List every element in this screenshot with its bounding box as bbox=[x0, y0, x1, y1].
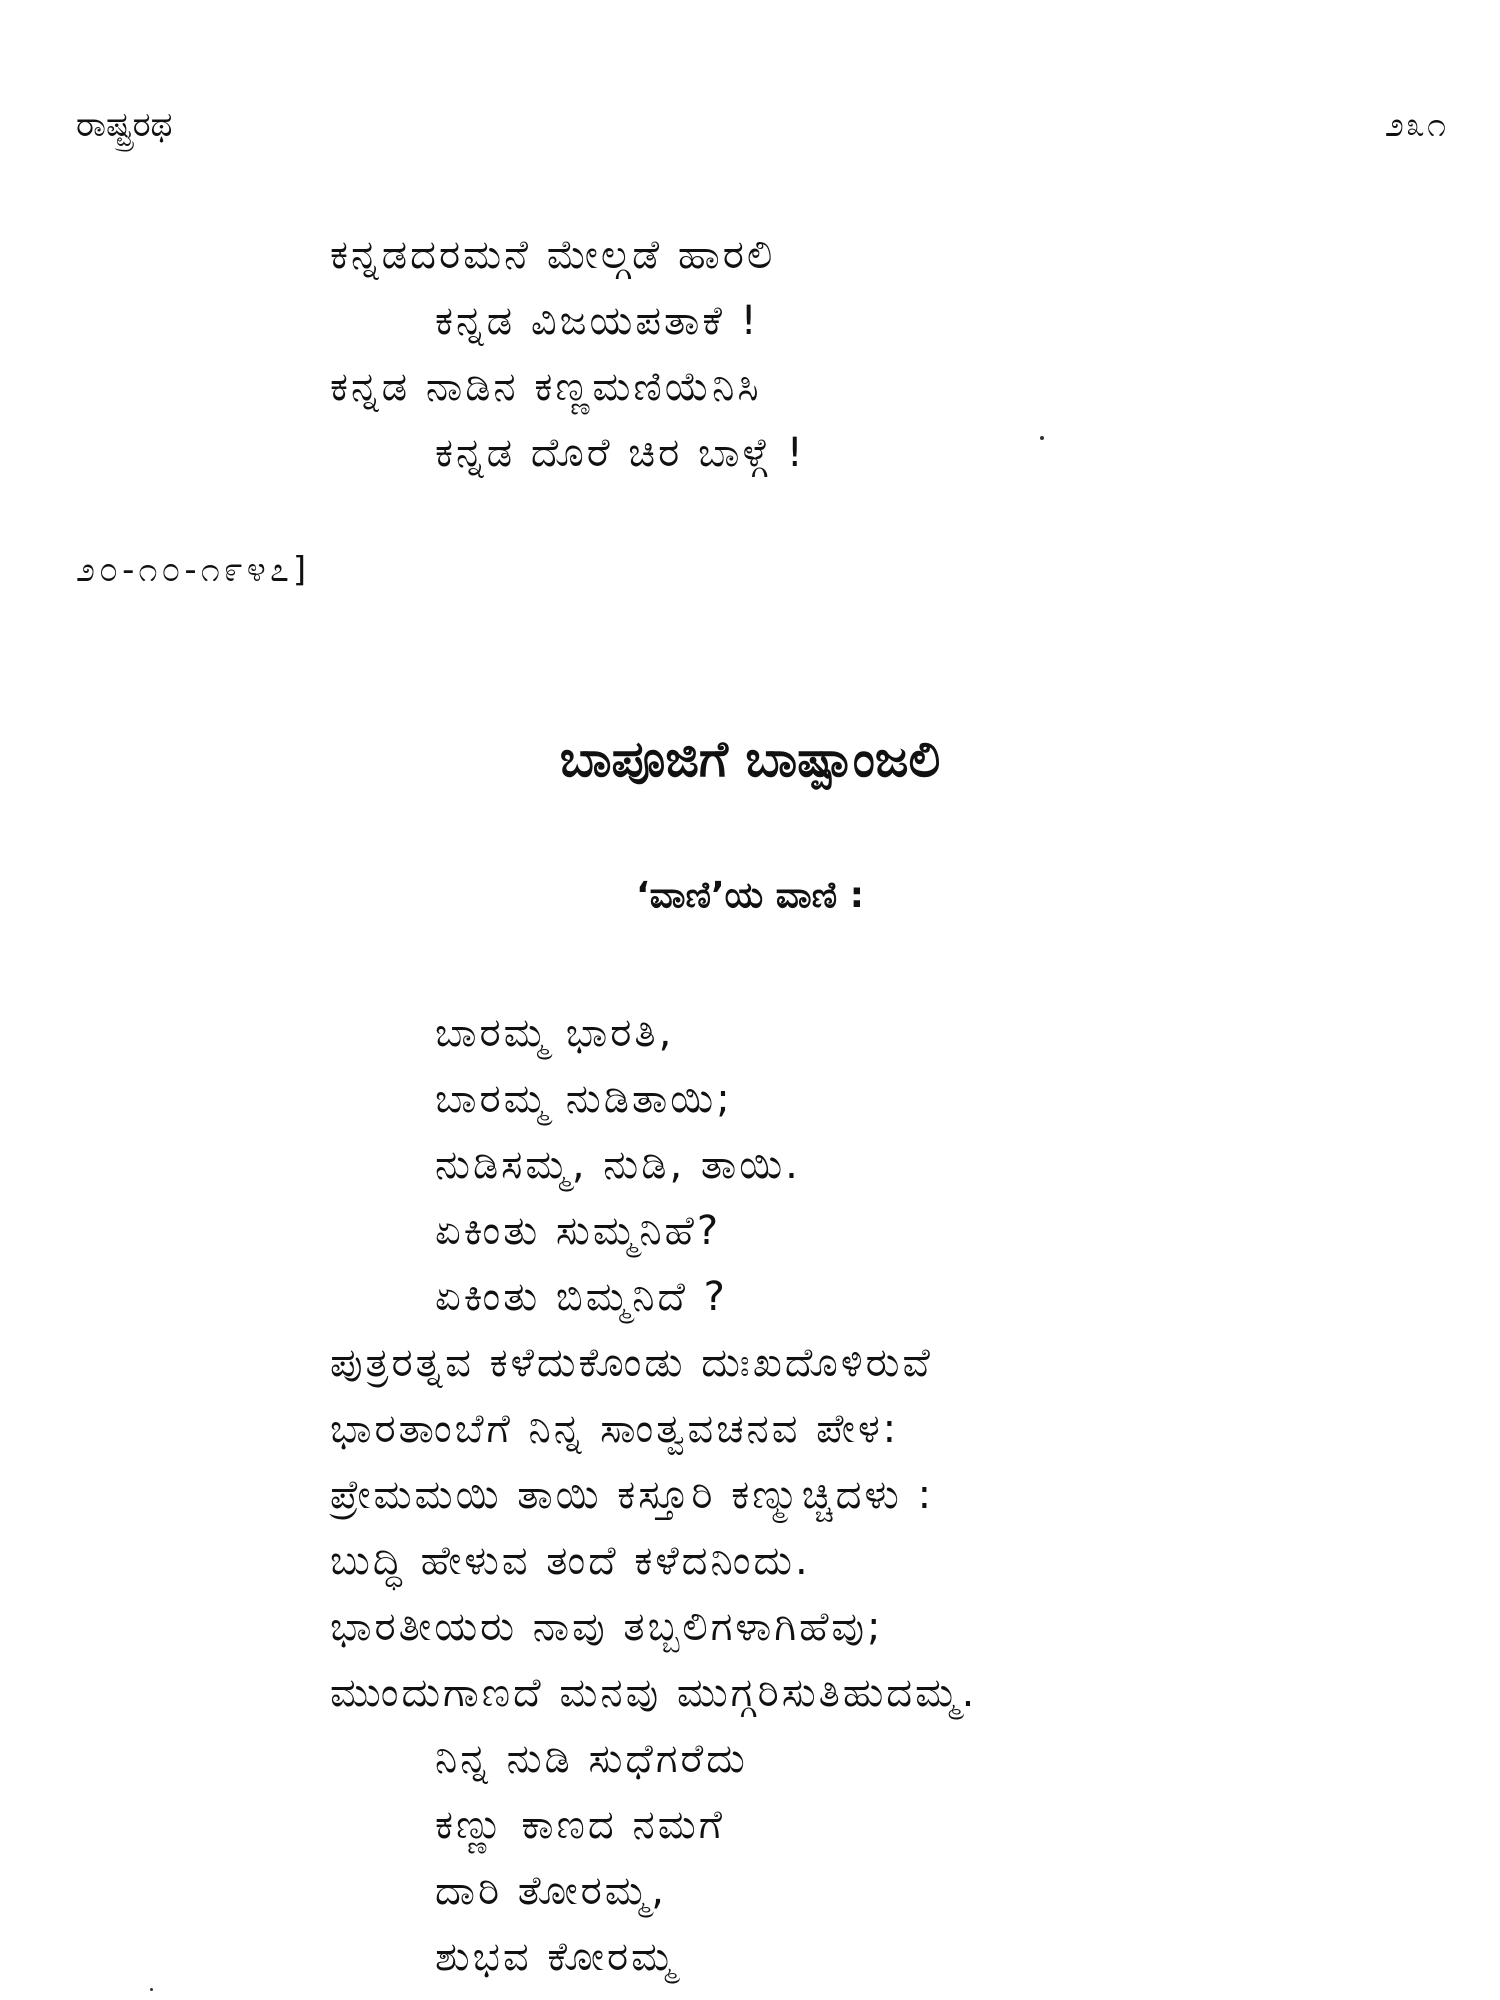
poem-line: ನಿನ್ನ ನುಡಿ ಸುಧೆಗರೆದು bbox=[435, 1736, 748, 1782]
stanza-line: ಕನ್ನಡ ನಾಡಿನ ಕಣ್ಣಮಣಿಯೆನಿಸಿ bbox=[330, 364, 762, 410]
poem-line: ಕಣ್ಣು ಕಾಣದ ನಮಗೆ bbox=[435, 1802, 725, 1848]
poem-line: ಭಾರತೀಯರು ನಾವು ತಬ್ಬಲಿಗಳಾಗಿಹೆವು; bbox=[330, 1604, 884, 1650]
print-speck bbox=[150, 1988, 153, 1991]
poem-line: ನುಡಿಸಮ್ಮ, ನುಡಿ, ತಾಯಿ. bbox=[435, 1142, 801, 1188]
poem-line: ಮುಂದುಗಾಣದೆ ಮನವು ಮುಗ್ಗರಿಸುತಿಹುದಮ್ಮ. bbox=[330, 1670, 978, 1716]
poem-date: ೨೦-೧೦-೧೯೪೭] bbox=[76, 550, 311, 590]
poem-line: ಏಕಿಂತು ಸುಮ್ಮನಿಹೆ? bbox=[435, 1208, 722, 1254]
page-number: ೨೩೧ bbox=[1384, 105, 1448, 145]
stanza-line: ಕನ್ನಡ ವಿಜಯಪತಾಕೆ ! bbox=[435, 298, 760, 344]
poem-line: ಭಾರತಾಂಬೆಗೆ ನಿನ್ನ ಸಾಂತ್ವವಚನವ ಪೇಳ: bbox=[330, 1406, 900, 1452]
print-speck bbox=[1040, 436, 1044, 440]
section-heading: ‘ವಾಣಿ’ಯ ವಾಣಿ : bbox=[636, 875, 864, 916]
poem-line: ಶುಭವ ಕೋರಮ್ಮ bbox=[435, 1934, 678, 1980]
stanza-line: ಕನ್ನಡದರಮನೆ ಮೇಲ್ಗಡೆ ಹಾರಲಿ bbox=[330, 232, 776, 278]
poem-body bbox=[330, 1000, 1330, 1990]
closing-stanza bbox=[330, 222, 1130, 486]
poem-line: ಪ್ರೇಮಮಯಿ ತಾಯಿ ಕಸ್ತೂರಿ ಕಣ್ಮುಚ್ಚಿದಳು : bbox=[330, 1472, 935, 1518]
running-head-title: ರಾಷ್ಟ್ರರಥ bbox=[76, 105, 173, 145]
stanza-line: ಕನ್ನಡ ದೊರೆ ಚಿರ ಬಾಳ್ಗೆ ! bbox=[435, 430, 806, 476]
poem-line: ಪುತ್ರರತ್ನವ ಕಳೆದುಕೊಂಡು ದುಃಖದೊಳಿರುವೆ bbox=[330, 1340, 933, 1386]
poem-line: ಬಾರಮ್ಮ ಭಾರತಿ, bbox=[435, 1010, 675, 1056]
poem-line: ಏಕಿಂತು ಬಿಮ್ಮನಿದೆ ? bbox=[435, 1274, 728, 1320]
poem-title: ಬಾಪೂಜಿಗೆ ಬಾಷ್ಪಾಂಜಲಿ bbox=[559, 730, 941, 788]
poem-line: ಬುದ್ಧಿ ಹೇಳುವ ತಂದೆ ಕಳೆದನಿಂದು. bbox=[330, 1538, 811, 1584]
poem-line: ಬಾರಮ್ಮ ನುಡಿತಾಯಿ; bbox=[435, 1076, 733, 1122]
poem-line: ದಾರಿ ತೋರಮ್ಮ, bbox=[435, 1868, 667, 1914]
